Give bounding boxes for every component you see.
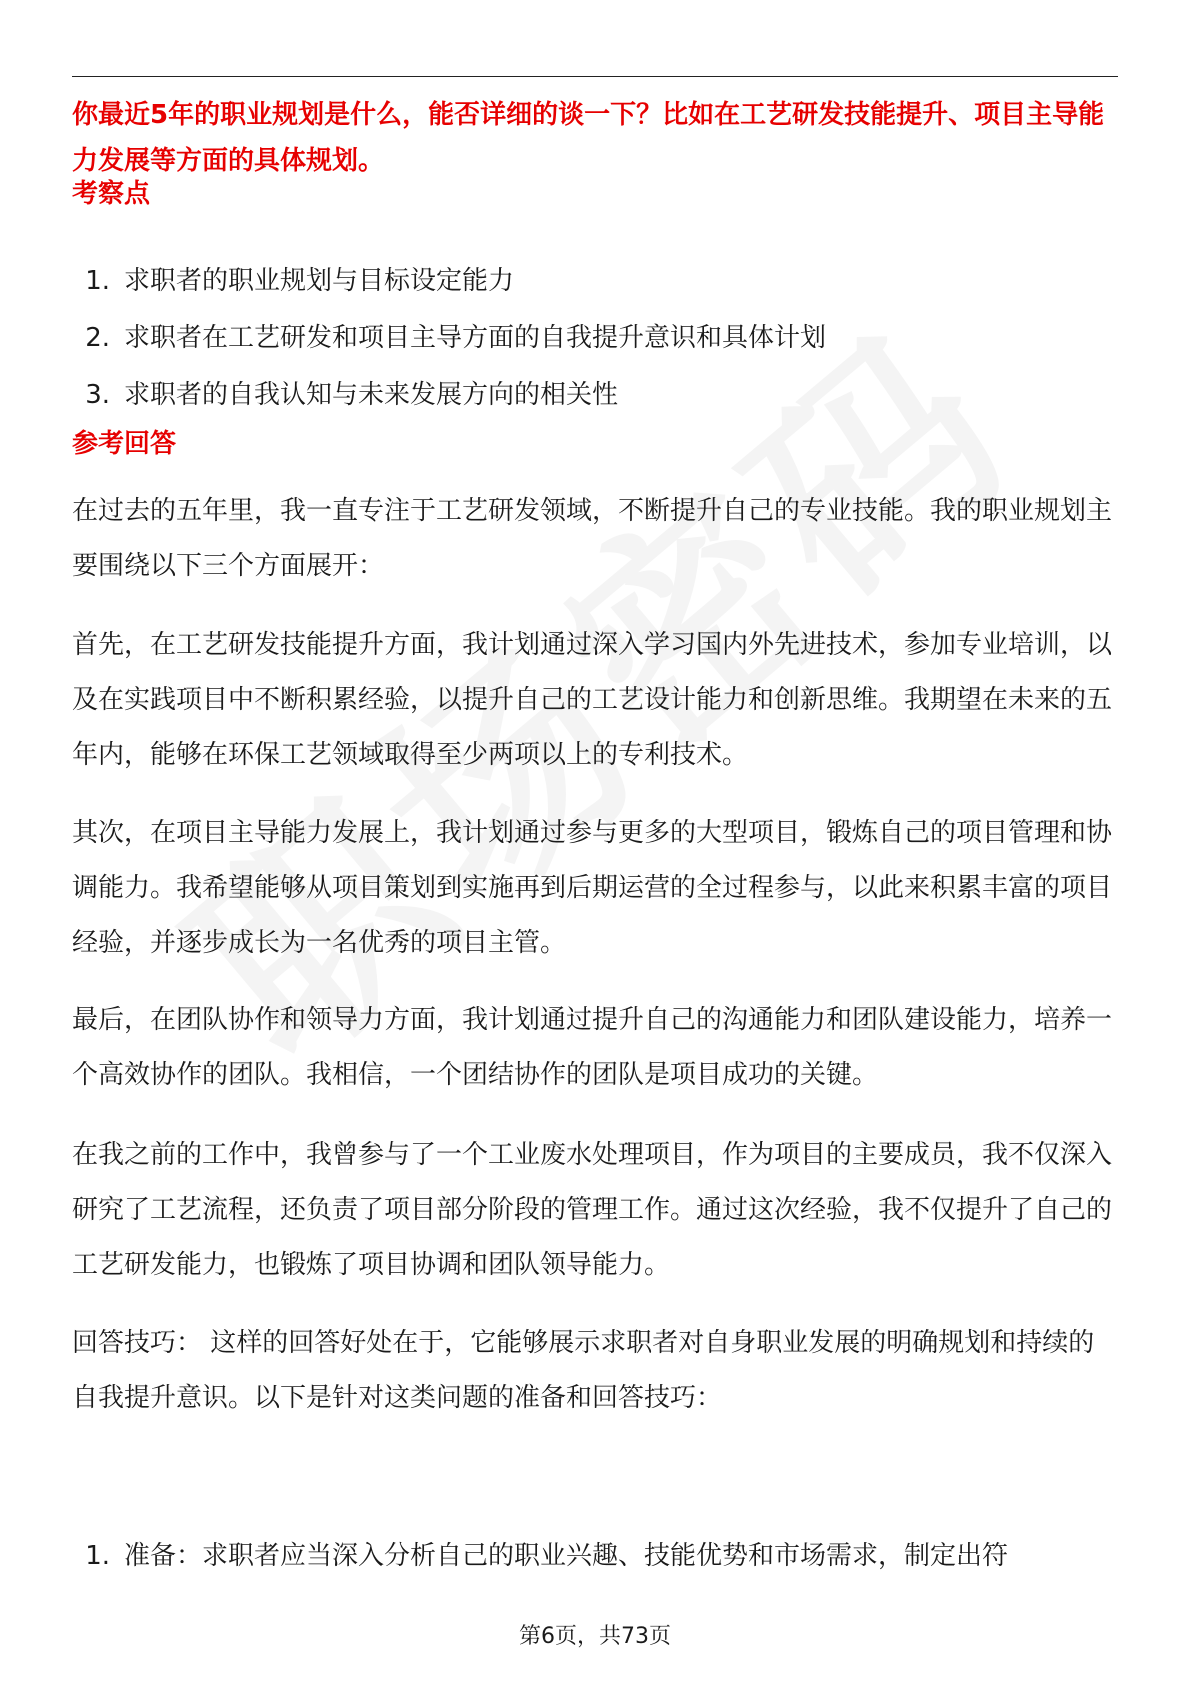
- focus-points-list: [72, 264, 1118, 435]
- focus-heading: 考察点: [72, 179, 151, 209]
- page-number: 第6页，共73页: [519, 1624, 671, 1649]
- answer-paragraph: 最后，在团队协作和领导力方面，我计划通过提升自己的沟通能力和团队建设能力，培养一个高效协作的团队。我相信，一个团结协作的团队是项目成功的关键。: [72, 1005, 1113, 1090]
- answer-paragraph: 在我之前的工作中，我曾参与了一个工业废水处理项目，作为项目的主要成员，我不仅深入研究了工艺流程，还负责了项目部分阶段的管理工作。通过这次经验，我不仅提升了自己的工艺研发能力，也锻炼了项目协调和团队领导能力。: [72, 1140, 1113, 1280]
- answer-paragraph: 其次，在项目主导能力发展上，我计划通过参与更多的大型项目，锻炼自己的项目管理和协调能力。我希望能够从项目策划到实施再到后期运营的全过程参与，以此来积累丰富的项目经验，并逐步成长为一名优秀的项目主管。: [72, 818, 1113, 958]
- list-item: [72, 378, 1118, 412]
- list-number: 1.: [85, 266, 110, 296]
- list-text: 求职者在工艺研发和项目主导方面的自我提升意识和具体计划: [124, 323, 827, 353]
- tips-intro-paragraph: 回答技巧： 这样的回答好处在于，它能够展示求职者对自身职业发展的明确规划和持续的自我提升意识。以下是针对这类问题的准备和回答技巧：: [72, 1328, 1095, 1413]
- list-text: 求职者的自我认知与未来发展方向的相关性: [124, 380, 619, 410]
- top-divider: [72, 76, 1118, 77]
- list-number: 3.: [85, 380, 110, 410]
- answer-paragraph: 在过去的五年里，我一直专注于工艺研发领域，不断提升自己的专业技能。我的职业规划主要围绕以下三个方面展开：: [72, 496, 1113, 581]
- tips-list: [72, 1536, 1118, 1576]
- list-item: [72, 321, 1118, 355]
- list-text: 求职者的职业规划与目标设定能力: [124, 266, 515, 296]
- answer-heading: 参考回答: [72, 429, 177, 459]
- list-item: [72, 264, 1118, 298]
- list-number: 1.: [85, 1541, 110, 1571]
- list-text: 准备：求职者应当深入分析自己的职业兴趣、技能优势和市场需求，制定出符: [124, 1541, 1009, 1571]
- question-title: 你最近5年的职业规划是什么，能否详细的谈一下？比如在工艺研发技能提升、项目主导能力发展等方面的具体规划。: [72, 100, 1105, 176]
- list-item: [72, 1536, 1118, 1576]
- list-number: 2.: [85, 323, 110, 353]
- answer-paragraph: 首先，在工艺研发技能提升方面，我计划通过深入学习国内外先进技术，参加专业培训，以及在实践项目中不断积累经验，以提升自己的工艺设计能力和创新思维。我期望在未来的五年内，能够在环保工艺领域取得至少两项以上的专利技术。: [72, 630, 1113, 770]
